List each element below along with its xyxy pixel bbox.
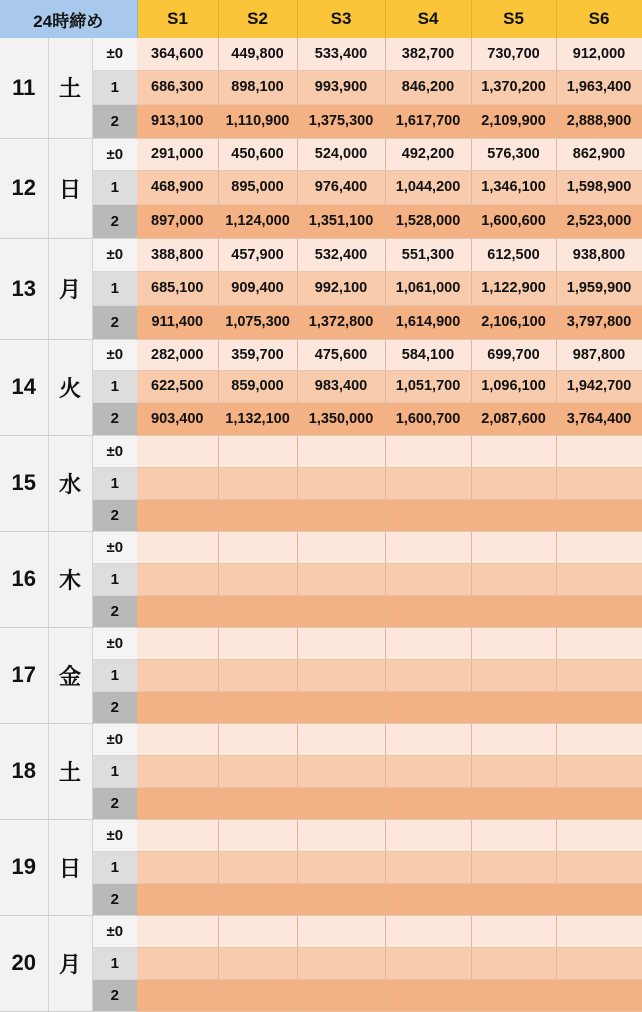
value-cell-s3[interactable]: 1,350,000 (297, 402, 385, 435)
value-cell-s6[interactable]: 1,963,400 (556, 70, 642, 104)
offset-label: 2 (92, 499, 137, 531)
value-cell-s6[interactable]: 1,942,700 (556, 370, 642, 402)
table-row (0, 947, 642, 979)
value-cell-s3[interactable] (297, 531, 385, 563)
offset-label: 2 (92, 104, 137, 138)
value-cell-s6[interactable] (556, 787, 642, 819)
value-cell-s6[interactable] (556, 979, 642, 1011)
offset-label: ±0 (92, 435, 137, 467)
day-number: 20 (0, 915, 48, 1011)
offset-label: 2 (92, 402, 137, 435)
value-cell-s4[interactable]: 492,200 (385, 138, 471, 170)
table-row (0, 204, 642, 238)
weekday: 日 (48, 138, 92, 238)
value-cell-s3[interactable] (297, 499, 385, 531)
offset-label: 1 (92, 947, 137, 979)
value-cell-s4[interactable] (385, 691, 471, 723)
value-cell-s3[interactable] (297, 659, 385, 691)
value-cell-s4[interactable] (385, 851, 471, 883)
value-cell-s4[interactable]: 1,600,700 (385, 402, 471, 435)
offset-label: 1 (92, 755, 137, 787)
value-cell-s6[interactable] (556, 723, 642, 755)
value-cell-s3[interactable] (297, 883, 385, 915)
offset-label: 1 (92, 851, 137, 883)
offset-label: ±0 (92, 38, 137, 70)
day-number: 16 (0, 531, 48, 627)
value-cell-s3[interactable] (297, 723, 385, 755)
offset-label: 1 (92, 659, 137, 691)
value-cell-s4[interactable] (385, 819, 471, 851)
value-cell-s1[interactable] (137, 723, 218, 755)
value-cell-s5[interactable]: 2,109,900 (471, 104, 556, 138)
value-cell-s2[interactable]: 450,600 (218, 138, 297, 170)
offset-label: ±0 (92, 915, 137, 947)
value-cell-s5[interactable] (471, 723, 556, 755)
value-cell-s3[interactable] (297, 979, 385, 1011)
day-number: 17 (0, 627, 48, 723)
table-row (0, 339, 642, 370)
value-cell-s1[interactable]: 468,900 (137, 170, 218, 204)
value-cell-s2[interactable] (218, 915, 297, 947)
value-cell-s4[interactable] (385, 563, 471, 595)
value-cell-s6[interactable] (556, 467, 642, 499)
value-cell-s1[interactable] (137, 499, 218, 531)
offset-label: 2 (92, 883, 137, 915)
value-cell-s3[interactable]: 992,100 (297, 271, 385, 305)
offset-label: ±0 (92, 238, 137, 271)
column-header-s1: S1 (137, 0, 218, 38)
value-cell-s1[interactable]: 685,100 (137, 271, 218, 305)
value-cell-s1[interactable] (137, 435, 218, 467)
value-cell-s2[interactable] (218, 531, 297, 563)
value-cell-s6[interactable]: 3,797,800 (556, 305, 642, 339)
offset-label: 2 (92, 204, 137, 238)
value-cell-s3[interactable]: 976,400 (297, 170, 385, 204)
day-number: 15 (0, 435, 48, 531)
table-row (0, 851, 642, 883)
value-cell-s1[interactable] (137, 915, 218, 947)
value-cell-s4[interactable] (385, 467, 471, 499)
table-row (0, 467, 642, 499)
value-cell-s3[interactable]: 1,372,800 (297, 305, 385, 339)
value-cell-s2[interactable] (218, 819, 297, 851)
value-cell-s4[interactable]: 1,614,900 (385, 305, 471, 339)
value-cell-s1[interactable] (137, 467, 218, 499)
value-cell-s1[interactable]: 622,500 (137, 370, 218, 402)
value-cell-s3[interactable]: 1,351,100 (297, 204, 385, 238)
value-cell-s6[interactable] (556, 691, 642, 723)
offset-label: ±0 (92, 627, 137, 659)
value-cell-s3[interactable]: 993,900 (297, 70, 385, 104)
table-row (0, 819, 642, 851)
value-cell-s1[interactable]: 291,000 (137, 138, 218, 170)
value-cell-s5[interactable]: 699,700 (471, 339, 556, 370)
value-cell-s4[interactable] (385, 499, 471, 531)
weekday: 火 (48, 339, 92, 435)
value-cell-s4[interactable] (385, 787, 471, 819)
table-body (0, 38, 642, 1011)
value-cell-s4[interactable] (385, 947, 471, 979)
day-number: 19 (0, 819, 48, 915)
table-row (0, 915, 642, 947)
value-cell-s5[interactable] (471, 819, 556, 851)
value-cell-s2[interactable]: 1,110,900 (218, 104, 297, 138)
weekday: 日 (48, 819, 92, 915)
table-row (0, 531, 642, 563)
value-cell-s4[interactable] (385, 531, 471, 563)
value-cell-s3[interactable] (297, 691, 385, 723)
value-cell-s2[interactable] (218, 755, 297, 787)
table-row (0, 755, 642, 787)
value-cell-s1[interactable] (137, 883, 218, 915)
value-cell-s6[interactable]: 938,800 (556, 238, 642, 271)
table-row (0, 271, 642, 305)
value-cell-s1[interactable] (137, 691, 218, 723)
value-cell-s2[interactable] (218, 627, 297, 659)
value-cell-s2[interactable]: 1,132,100 (218, 402, 297, 435)
value-cell-s5[interactable] (471, 915, 556, 947)
value-cell-s6[interactable] (556, 755, 642, 787)
value-cell-s5[interactable] (471, 531, 556, 563)
table-row (0, 70, 642, 104)
value-cell-s4[interactable] (385, 723, 471, 755)
value-cell-s4[interactable]: 846,200 (385, 70, 471, 104)
value-cell-s6[interactable]: 1,959,900 (556, 271, 642, 305)
value-cell-s3[interactable] (297, 915, 385, 947)
column-header-s6: S6 (556, 0, 642, 38)
value-cell-s6[interactable] (556, 947, 642, 979)
value-cell-s2[interactable]: 449,800 (218, 38, 297, 70)
value-cell-s6[interactable] (556, 499, 642, 531)
value-cell-s5[interactable]: 2,087,600 (471, 402, 556, 435)
value-cell-s6[interactable] (556, 659, 642, 691)
table-row (0, 38, 642, 70)
column-header-s2: S2 (218, 0, 297, 38)
value-cell-s5[interactable] (471, 499, 556, 531)
offset-label: 1 (92, 70, 137, 104)
offset-label: 2 (92, 691, 137, 723)
value-cell-s1[interactable]: 686,300 (137, 70, 218, 104)
table-row (0, 563, 642, 595)
value-cell-s2[interactable] (218, 787, 297, 819)
value-cell-s6[interactable] (556, 627, 642, 659)
value-cell-s5[interactable] (471, 563, 556, 595)
value-cell-s4[interactable] (385, 883, 471, 915)
value-cell-s5[interactable] (471, 435, 556, 467)
value-cell-s5[interactable] (471, 691, 556, 723)
value-cell-s3[interactable] (297, 787, 385, 819)
table-row (0, 238, 642, 271)
value-cell-s2[interactable] (218, 851, 297, 883)
value-cell-s5[interactable]: 1,600,600 (471, 204, 556, 238)
value-cell-s1[interactable]: 911,400 (137, 305, 218, 339)
value-cell-s5[interactable] (471, 627, 556, 659)
value-cell-s4[interactable]: 1,617,700 (385, 104, 471, 138)
value-cell-s1[interactable] (137, 979, 218, 1011)
weekday: 月 (48, 238, 92, 339)
value-cell-s5[interactable] (471, 979, 556, 1011)
table-row (0, 402, 642, 435)
table-row (0, 499, 642, 531)
value-cell-s3[interactable]: 475,600 (297, 339, 385, 370)
value-cell-s5[interactable] (471, 659, 556, 691)
value-cell-s4[interactable] (385, 435, 471, 467)
offset-label: ±0 (92, 819, 137, 851)
value-cell-s6[interactable] (556, 851, 642, 883)
table-row (0, 170, 642, 204)
value-cell-s6[interactable] (556, 563, 642, 595)
value-cell-s3[interactable] (297, 755, 385, 787)
value-cell-s1[interactable] (137, 819, 218, 851)
column-header-s4: S4 (385, 0, 471, 38)
table-title: 24時締め (0, 0, 137, 38)
offset-label: 1 (92, 467, 137, 499)
value-cell-s2[interactable] (218, 435, 297, 467)
value-cell-s4[interactable] (385, 659, 471, 691)
day-number: 18 (0, 723, 48, 819)
day-number: 13 (0, 238, 48, 339)
value-cell-s2[interactable] (218, 883, 297, 915)
value-cell-s4[interactable]: 1,528,000 (385, 204, 471, 238)
value-cell-s1[interactable] (137, 627, 218, 659)
value-cell-s3[interactable] (297, 819, 385, 851)
value-cell-s1[interactable] (137, 659, 218, 691)
value-cell-s2[interactable] (218, 947, 297, 979)
value-cell-s2[interactable]: 457,900 (218, 238, 297, 271)
value-cell-s1[interactable] (137, 947, 218, 979)
value-cell-s1[interactable] (137, 787, 218, 819)
day-number: 11 (0, 38, 48, 138)
value-cell-s2[interactable]: 898,100 (218, 70, 297, 104)
weekday: 金 (48, 627, 92, 723)
value-cell-s5[interactable]: 1,346,100 (471, 170, 556, 204)
offset-label: 2 (92, 787, 137, 819)
value-cell-s3[interactable] (297, 947, 385, 979)
offset-label: ±0 (92, 339, 137, 370)
value-cell-s6[interactable] (556, 531, 642, 563)
value-cell-s3[interactable]: 1,375,300 (297, 104, 385, 138)
value-cell-s5[interactable] (471, 883, 556, 915)
value-cell-s5[interactable] (471, 947, 556, 979)
value-cell-s2[interactable] (218, 979, 297, 1011)
table-row (0, 659, 642, 691)
value-cell-s4[interactable] (385, 755, 471, 787)
value-cell-s1[interactable] (137, 595, 218, 627)
column-header-s3: S3 (297, 0, 385, 38)
table-row (0, 305, 642, 339)
value-cell-s6[interactable] (556, 595, 642, 627)
value-cell-s3[interactable]: 533,400 (297, 38, 385, 70)
value-cell-s5[interactable] (471, 755, 556, 787)
offset-label: ±0 (92, 723, 137, 755)
value-cell-s1[interactable] (137, 851, 218, 883)
value-cell-s3[interactable] (297, 851, 385, 883)
table-row (0, 691, 642, 723)
weekday: 月 (48, 915, 92, 1011)
value-cell-s6[interactable] (556, 883, 642, 915)
value-cell-s2[interactable]: 359,700 (218, 339, 297, 370)
offset-label: 1 (92, 271, 137, 305)
value-cell-s5[interactable] (471, 851, 556, 883)
value-cell-s6[interactable]: 3,764,400 (556, 402, 642, 435)
value-cell-s1[interactable] (137, 755, 218, 787)
value-cell-s2[interactable] (218, 659, 297, 691)
value-cell-s5[interactable] (471, 595, 556, 627)
offset-label: ±0 (92, 531, 137, 563)
value-cell-s5[interactable]: 2,106,100 (471, 305, 556, 339)
value-cell-s6[interactable] (556, 819, 642, 851)
value-cell-s4[interactable] (385, 627, 471, 659)
day-number: 14 (0, 339, 48, 435)
weekday: 木 (48, 531, 92, 627)
value-cell-s6[interactable]: 862,900 (556, 138, 642, 170)
value-cell-s2[interactable] (218, 691, 297, 723)
value-cell-s3[interactable]: 532,400 (297, 238, 385, 271)
value-cell-s2[interactable] (218, 499, 297, 531)
offset-label: 2 (92, 305, 137, 339)
value-cell-s6[interactable]: 987,800 (556, 339, 642, 370)
value-cell-s5[interactable]: 730,700 (471, 38, 556, 70)
value-cell-s5[interactable] (471, 787, 556, 819)
header-row (0, 0, 642, 38)
value-cell-s5[interactable]: 1,096,100 (471, 370, 556, 402)
value-cell-s4[interactable]: 1,061,000 (385, 271, 471, 305)
table-row (0, 979, 642, 1011)
table-row (0, 723, 642, 755)
weekday: 土 (48, 38, 92, 138)
table-row (0, 138, 642, 170)
value-cell-s2[interactable] (218, 723, 297, 755)
value-cell-s4[interactable]: 1,051,700 (385, 370, 471, 402)
value-cell-s5[interactable]: 612,500 (471, 238, 556, 271)
weekday: 土 (48, 723, 92, 819)
value-cell-s2[interactable]: 1,075,300 (218, 305, 297, 339)
value-cell-s2[interactable] (218, 595, 297, 627)
value-cell-s1[interactable] (137, 531, 218, 563)
weekday: 水 (48, 435, 92, 531)
value-cell-s3[interactable] (297, 627, 385, 659)
value-cell-s1[interactable]: 913,100 (137, 104, 218, 138)
table-row (0, 435, 642, 467)
value-cell-s1[interactable]: 364,600 (137, 38, 218, 70)
value-cell-s3[interactable] (297, 467, 385, 499)
offset-label: 2 (92, 979, 137, 1011)
value-cell-s1[interactable]: 388,800 (137, 238, 218, 271)
table-row (0, 627, 642, 659)
value-cell-s5[interactable]: 1,370,200 (471, 70, 556, 104)
offset-label: 2 (92, 595, 137, 627)
value-cell-s1[interactable]: 897,000 (137, 204, 218, 238)
offset-label: ±0 (92, 138, 137, 170)
value-cell-s6[interactable]: 2,888,900 (556, 104, 642, 138)
value-cell-s2[interactable]: 909,400 (218, 271, 297, 305)
day-number: 12 (0, 138, 48, 238)
table-row (0, 787, 642, 819)
value-cell-s3[interactable] (297, 563, 385, 595)
value-cell-s1[interactable]: 903,400 (137, 402, 218, 435)
value-cell-s4[interactable]: 584,100 (385, 339, 471, 370)
value-cell-s2[interactable] (218, 563, 297, 595)
offset-label: 1 (92, 370, 137, 402)
value-cell-s2[interactable]: 895,000 (218, 170, 297, 204)
value-cell-s2[interactable]: 1,124,000 (218, 204, 297, 238)
value-cell-s4[interactable] (385, 595, 471, 627)
value-cell-s3[interactable] (297, 595, 385, 627)
value-cell-s5[interactable]: 1,122,900 (471, 271, 556, 305)
table-row (0, 883, 642, 915)
value-cell-s6[interactable]: 912,000 (556, 38, 642, 70)
column-header-s5: S5 (471, 0, 556, 38)
value-cell-s5[interactable] (471, 467, 556, 499)
table-row (0, 104, 642, 138)
value-cell-s4[interactable]: 551,300 (385, 238, 471, 271)
value-cell-s4[interactable] (385, 915, 471, 947)
value-cell-s2[interactable]: 859,000 (218, 370, 297, 402)
value-cell-s4[interactable]: 1,044,200 (385, 170, 471, 204)
offset-label: 1 (92, 563, 137, 595)
value-cell-s1[interactable] (137, 563, 218, 595)
value-cell-s6[interactable] (556, 435, 642, 467)
value-cell-s2[interactable] (218, 467, 297, 499)
value-cell-s4[interactable] (385, 979, 471, 1011)
value-cell-s5[interactable]: 576,300 (471, 138, 556, 170)
value-cell-s3[interactable] (297, 435, 385, 467)
value-cell-s6[interactable]: 1,598,900 (556, 170, 642, 204)
value-cell-s6[interactable]: 2,523,000 (556, 204, 642, 238)
value-cell-s6[interactable] (556, 915, 642, 947)
value-cell-s4[interactable]: 382,700 (385, 38, 471, 70)
table-row (0, 595, 642, 627)
offset-label: 1 (92, 170, 137, 204)
value-cell-s1[interactable]: 282,000 (137, 339, 218, 370)
value-cell-s3[interactable]: 524,000 (297, 138, 385, 170)
table-row (0, 370, 642, 402)
value-cell-s3[interactable]: 983,400 (297, 370, 385, 402)
